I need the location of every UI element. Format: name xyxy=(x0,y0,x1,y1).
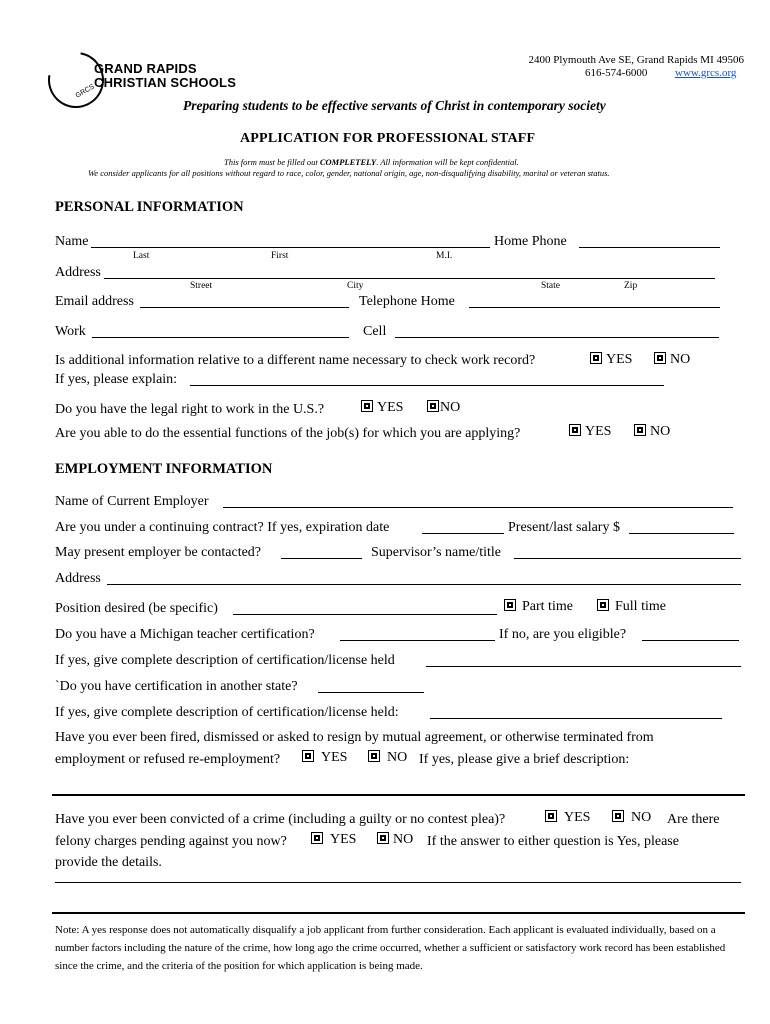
employer-address-label: Address xyxy=(55,571,101,586)
employment-info-heading: EMPLOYMENT INFORMATION xyxy=(55,461,273,477)
may-contact-field[interactable] xyxy=(281,558,362,559)
checkbox-icon[interactable] xyxy=(545,810,557,822)
form-title: APPLICATION FOR PROFESSIONAL STAFF xyxy=(240,131,536,146)
eligible-label: If no, are you eligible? xyxy=(499,627,627,642)
note-text: Note: A yes response does not automatically disqualify a job applicant from further consideration. Each applicant is evaluated individually, based on a number factors including the nature of the crime, how long ago the crime occurred, whether a sufficient or satisfactory work record has been established since the crime, and the criteria of the position for which application is being made. xyxy=(55,924,726,972)
checkbox-icon[interactable] xyxy=(504,599,516,611)
current-employer-field[interactable] xyxy=(223,507,733,508)
cert-description-field[interactable] xyxy=(426,666,741,667)
position-desired-label: Position desired (be specific) xyxy=(55,601,218,616)
name-field[interactable] xyxy=(91,247,490,248)
personal-info-heading: PERSONAL INFORMATION xyxy=(55,199,244,215)
crime-details-field[interactable] xyxy=(55,882,741,883)
home-phone-field[interactable] xyxy=(579,247,720,248)
essential-functions-yes[interactable]: YES xyxy=(569,424,611,440)
name-sub-mi: M.I. xyxy=(436,251,453,261)
nondiscrimination-statement: We consider applicants for all positions without regard to race, color, gender, national origin, age, non-disqualifying disability, marital or veteran status. xyxy=(88,168,610,178)
michigan-cert-label: Do you have a Michigan teacher certification? xyxy=(55,627,315,642)
checkbox-icon[interactable] xyxy=(361,400,373,412)
logo-mark: GRCS xyxy=(74,83,96,100)
checkbox-icon[interactable] xyxy=(427,400,439,412)
checkbox-icon[interactable] xyxy=(654,352,666,364)
full-time-option[interactable]: Full time xyxy=(597,599,666,615)
school-website-link[interactable]: www.grcs.org xyxy=(675,67,737,79)
cell-label: Cell xyxy=(363,324,387,339)
additional-name-question: Is additional information relative to a different name necessary to check work record? xyxy=(55,353,536,368)
fired-question-line2: employment or refused re-employment? xyxy=(55,752,281,767)
checkbox-icon[interactable] xyxy=(634,424,646,436)
felony-yes[interactable]: YES xyxy=(311,832,356,848)
current-employer-label: Name of Current Employer xyxy=(55,494,209,509)
email-label: Email address xyxy=(55,294,134,309)
work-phone-label: Work xyxy=(55,324,86,339)
legal-right-no[interactable]: NO xyxy=(427,400,460,416)
salary-field[interactable] xyxy=(629,533,734,534)
crime-yes[interactable]: YES xyxy=(545,810,590,826)
cert-description2-label: If yes, give complete description of certification/license held: xyxy=(55,705,399,720)
salary-label: Present/last salary $ xyxy=(508,520,620,535)
provide-details-label: provide the details. xyxy=(55,855,162,870)
fired-yes[interactable]: YES xyxy=(302,750,347,766)
employer-address-field[interactable] xyxy=(107,584,741,585)
additional-name-no[interactable]: NO xyxy=(654,352,690,368)
explain-field[interactable] xyxy=(190,385,664,386)
address-sub-state: State xyxy=(541,281,560,291)
checkbox-icon[interactable] xyxy=(377,832,389,844)
part-time-option[interactable]: Part time xyxy=(504,599,573,615)
checkbox-icon[interactable] xyxy=(311,832,323,844)
additional-name-yes[interactable]: YES xyxy=(590,352,632,368)
cell-field[interactable] xyxy=(395,337,719,338)
telephone-home-field[interactable] xyxy=(469,307,720,308)
essential-functions-no[interactable]: NO xyxy=(634,424,670,440)
address-label: Address xyxy=(55,265,101,280)
name-sub-first: First xyxy=(271,251,289,261)
logo-line1: GRAND RAPIDS xyxy=(94,61,197,76)
expiration-date-field[interactable] xyxy=(422,533,504,534)
fired-description-label: If yes, please give a brief description: xyxy=(419,752,630,767)
checkbox-icon[interactable] xyxy=(302,750,314,762)
other-state-cert-label: `Do you have certification in another state? xyxy=(55,679,298,694)
legal-right-yes[interactable]: YES xyxy=(361,400,403,416)
crime-question: Have you ever been convicted of a crime (including a guilty or no contest plea)? xyxy=(55,812,506,827)
felony-no[interactable]: NO xyxy=(377,832,413,848)
legal-right-question: Do you have the legal right to work in the U.S.? xyxy=(55,402,325,417)
name-sub-last: Last xyxy=(133,251,150,261)
note-divider xyxy=(52,912,745,914)
continuing-contract-label: Are you under a continuing contract? If yes, expiration date xyxy=(55,520,390,535)
section-divider xyxy=(52,794,745,796)
address-sub-zip: Zip xyxy=(624,281,638,291)
cert-description2-field[interactable] xyxy=(430,718,722,719)
eligible-field[interactable] xyxy=(642,640,739,641)
checkbox-icon[interactable] xyxy=(612,810,624,822)
supervisor-field[interactable] xyxy=(514,558,741,559)
motto: Preparing students to be effective servants of Christ in contemporary society xyxy=(183,98,606,113)
school-logo xyxy=(94,62,236,90)
name-label: Name xyxy=(55,234,89,249)
home-phone-label: Home Phone xyxy=(494,234,567,249)
school-phone: 616-574-6000 xyxy=(585,67,648,79)
work-phone-field[interactable] xyxy=(92,337,349,338)
form-instruction: This form must be filled out COMPLETELY. All information will be kept confidential. xyxy=(224,157,519,167)
felony-question-continued: If the answer to either question is Yes, please xyxy=(427,834,679,849)
checkbox-icon[interactable] xyxy=(590,352,602,364)
fired-no[interactable]: NO xyxy=(368,750,407,766)
logo-line2: CHRISTIAN SCHOOLS xyxy=(94,75,237,90)
crime-no[interactable]: NO xyxy=(612,810,651,826)
crime-question-continued: Are there xyxy=(667,812,720,827)
address-field[interactable] xyxy=(104,278,715,279)
checkbox-icon[interactable] xyxy=(569,424,581,436)
may-contact-label: May present employer be contacted? xyxy=(55,545,262,560)
school-address: 2400 Plymouth Ave SE, Grand Rapids MI 49506 xyxy=(528,54,744,66)
fired-question: Have you ever been fired, dismissed or asked to resign by mutual agreement, or otherwise terminated from xyxy=(55,730,654,745)
checkbox-icon[interactable] xyxy=(597,599,609,611)
cert-description-label: If yes, give complete description of certification/license held xyxy=(55,653,395,668)
felony-question: felony charges pending against you now? xyxy=(55,834,287,849)
supervisor-label: Supervisor’s name/title xyxy=(371,545,501,560)
other-state-cert-field[interactable] xyxy=(318,692,424,693)
checkbox-icon[interactable] xyxy=(368,750,380,762)
essential-functions-question: Are you able to do the essential functions of the job(s) for which you are applying? xyxy=(55,426,521,441)
telephone-home-label: Telephone Home xyxy=(359,294,455,309)
address-sub-street: Street xyxy=(190,281,213,291)
email-field[interactable] xyxy=(140,307,349,308)
position-desired-field[interactable] xyxy=(233,614,497,615)
explain-label: If yes, please explain: xyxy=(55,372,178,387)
michigan-cert-field[interactable] xyxy=(340,640,495,641)
address-sub-city: City xyxy=(347,281,364,291)
